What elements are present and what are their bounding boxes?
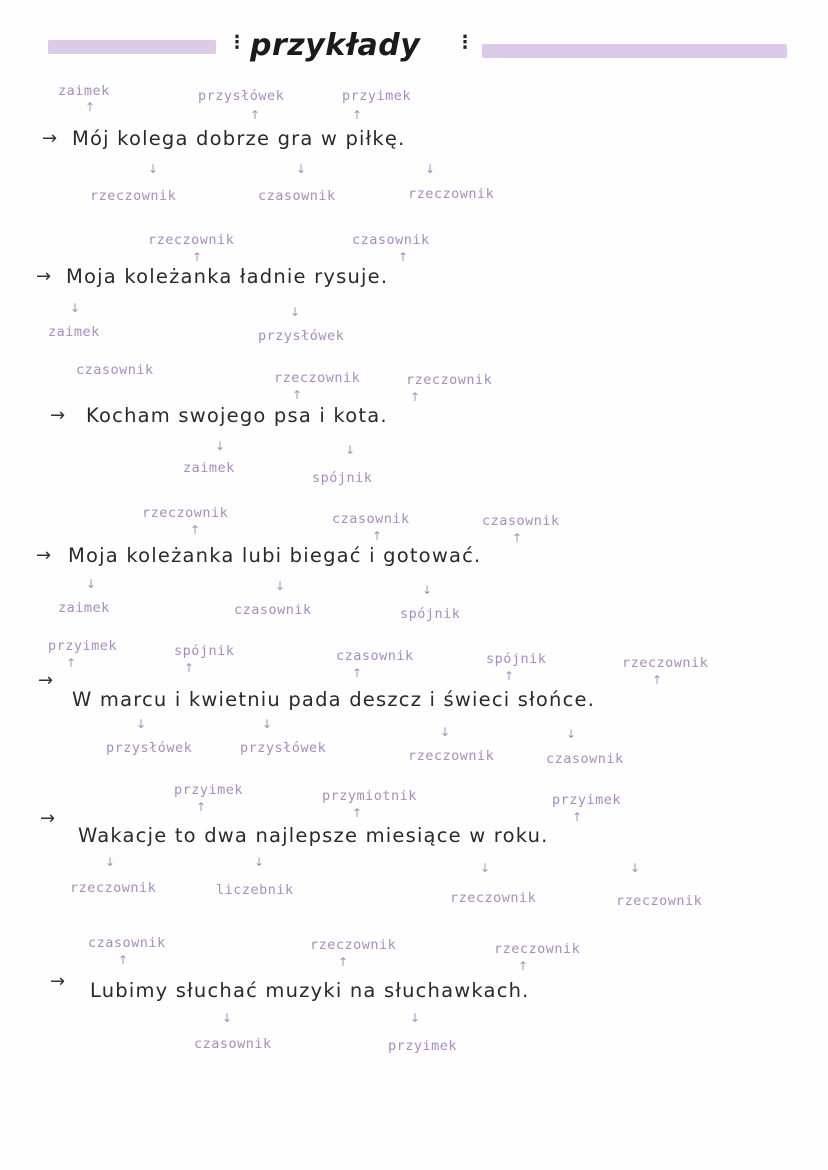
label-s7-czasownik-2: czasownik: [194, 1036, 272, 1052]
arrow-up-icon: ↑: [504, 669, 515, 683]
page-title: przykłady: [250, 28, 421, 63]
arrow-down-icon: ↓: [296, 162, 307, 176]
arrow-down-icon: ↓: [630, 861, 641, 875]
label-s5-przyslowek-1: przysłówek: [106, 740, 193, 756]
label-s3-zaimek: zaimek: [183, 460, 235, 476]
arrow-down-icon: ↓: [215, 439, 226, 453]
label-s7-rzeczownik-1: rzeczownik: [310, 937, 397, 953]
arrow-down-icon: ↓: [254, 855, 265, 869]
arrow-up-icon: ↑: [372, 529, 383, 543]
label-s4-zaimek: zaimek: [58, 600, 110, 616]
arrow-up-icon: ↑: [652, 673, 663, 687]
label-s3-rzeczownik-1: rzeczownik: [274, 370, 361, 386]
sentence-7: Lubimy słuchać muzyki na słuchawkach.: [90, 979, 530, 1002]
sentence-3: Kocham swojego psa i kota.: [86, 404, 388, 427]
label-s2-zaimek: zaimek: [48, 324, 100, 340]
arrow-down-icon: ↓: [422, 583, 433, 597]
arrow-up-icon: ↑: [398, 250, 409, 264]
label-s7-przyimek: przyimek: [388, 1038, 458, 1054]
label-s1-rzeczownik-2: rzeczownik: [408, 186, 495, 202]
arrow-down-icon: ↓: [148, 162, 159, 176]
sentence-6: Wakacje to dwa najlepsze miesiące w roku.: [78, 824, 549, 847]
label-s7-czasownik: czasownik: [88, 935, 166, 951]
arrow-up-icon: ↑: [190, 523, 201, 537]
label-s5-czasownik-2: czasownik: [546, 751, 624, 767]
arrow-up-icon: ↑: [118, 953, 129, 967]
label-s4-czasownik-1: czasownik: [332, 511, 410, 527]
arrow-up-icon: ↑: [512, 531, 523, 545]
arrow-up-icon: ↑: [352, 666, 363, 680]
label-s5-spojnik-1: spójnik: [174, 643, 235, 659]
label-s1-zaimek: zaimek: [58, 83, 110, 99]
arrow-down-icon: ↓: [86, 577, 97, 591]
arrow-down-icon: ↓: [425, 162, 436, 176]
arrow-up-icon: ↑: [352, 108, 363, 122]
arrow-up-icon: ↑: [410, 390, 421, 404]
label-s5-spojnik-2: spójnik: [486, 651, 547, 667]
label-s4-spojnik: spójnik: [400, 606, 461, 622]
title-highlight-left: [48, 40, 216, 54]
arrow-down-icon: ↓: [566, 727, 577, 741]
arrow-down-icon: ↓: [70, 301, 81, 315]
label-s5-rzeczownik-1: rzeczownik: [622, 655, 709, 671]
label-s6-rzeczownik-1: rzeczownik: [70, 880, 157, 896]
label-s6-przymiotnik: przymiotnik: [322, 788, 417, 804]
arrow-down-icon: ↓: [136, 717, 147, 731]
sentence-arrow-icon: →: [40, 808, 56, 829]
label-s5-przyimek: przyimek: [48, 638, 118, 654]
arrow-down-icon: ↓: [222, 1011, 233, 1025]
label-s1-czasownik: czasownik: [258, 188, 336, 204]
arrow-up-icon: ↑: [338, 955, 349, 969]
arrow-up-icon: ↑: [518, 959, 529, 973]
label-s3-rzeczownik-2: rzeczownik: [406, 372, 493, 388]
arrow-up-icon: ↑: [192, 250, 203, 264]
sentence-arrow-icon: →: [36, 545, 52, 566]
label-s3-spojnik: spójnik: [312, 470, 373, 486]
label-s4-czasownik-3: czasownik: [234, 602, 312, 618]
arrow-down-icon: ↓: [480, 861, 491, 875]
arrow-up-icon: ↑: [572, 810, 583, 824]
label-s2-przyslowek: przysłówek: [258, 328, 345, 344]
sentence-arrow-icon: →: [36, 266, 52, 287]
label-s4-czasownik-2: czasownik: [482, 513, 560, 529]
title-decoration-left: ⋮: [228, 32, 246, 53]
arrow-down-icon: ↓: [275, 579, 286, 593]
sentence-2: Moja koleżanka ładnie rysuje.: [66, 265, 389, 288]
label-s1-przyslowek: przysłówek: [198, 88, 285, 104]
label-s4-rzeczownik: rzeczownik: [142, 505, 229, 521]
label-s6-rzeczownik-2: rzeczownik: [450, 890, 537, 906]
title-decoration-right: ⋮: [456, 32, 474, 53]
label-s2-czasownik: czasownik: [352, 232, 430, 248]
arrow-up-icon: ↑: [85, 100, 96, 114]
arrow-down-icon: ↓: [290, 305, 301, 319]
sentence-arrow-icon: →: [50, 405, 66, 426]
sentence-1: Mój kolega dobrze gra w piłkę.: [72, 127, 406, 150]
sentence-arrow-icon: →: [42, 128, 58, 149]
sentence-arrow-icon: →: [38, 670, 54, 691]
arrow-up-icon: ↑: [352, 806, 363, 820]
label-s2-rzeczownik: rzeczownik: [148, 232, 235, 248]
title-highlight-right: [482, 44, 787, 58]
arrow-up-icon: ↑: [250, 108, 261, 122]
arrow-up-icon: ↑: [196, 800, 207, 814]
arrow-down-icon: ↓: [345, 443, 356, 457]
arrow-down-icon: ↓: [105, 855, 116, 869]
label-s6-liczebnik: liczebnik: [216, 882, 294, 898]
label-s3-czasownik: czasownik: [76, 362, 154, 378]
arrow-up-icon: ↑: [66, 656, 77, 670]
arrow-down-icon: ↓: [440, 725, 451, 739]
sentence-arrow-icon: →: [50, 971, 66, 992]
arrow-down-icon: ↓: [262, 717, 273, 731]
sentence-5: W marcu i kwietniu pada deszcz i świeci słońce.: [72, 688, 596, 711]
label-s7-rzeczownik-2: rzeczownik: [494, 941, 581, 957]
label-s5-rzeczownik-2: rzeczownik: [408, 748, 495, 764]
arrow-down-icon: ↓: [410, 1011, 421, 1025]
arrow-up-icon: ↑: [292, 388, 303, 402]
label-s5-przyslowek-2: przysłówek: [240, 740, 327, 756]
label-s6-przyimek-2: przyimek: [552, 792, 622, 808]
label-s1-rzeczownik-1: rzeczownik: [90, 188, 177, 204]
label-s6-rzeczownik-3: rzeczownik: [616, 893, 703, 909]
sentence-4: Moja koleżanka lubi biegać i gotować.: [68, 544, 482, 567]
label-s6-przyimek-1: przyimek: [174, 782, 244, 798]
arrow-up-icon: ↑: [184, 661, 195, 675]
label-s1-przyimek: przyimek: [342, 88, 412, 104]
label-s5-czasownik: czasownik: [336, 648, 414, 664]
